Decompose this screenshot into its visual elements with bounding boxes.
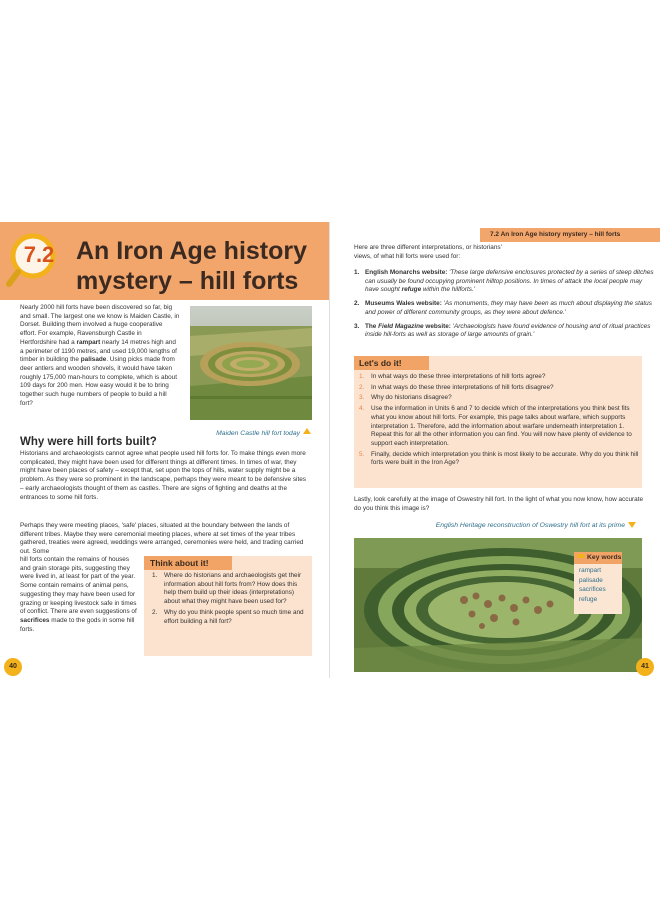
key-icon xyxy=(577,554,585,558)
list-item: 1. Where do historians and archaeologists get their information about hill forts from? How does this help them build up their ideas (interpretations) about what they might have been used for? xyxy=(152,572,302,606)
maiden-castle-photo xyxy=(190,306,312,420)
list-item: 2. In what ways do these three interpretations of hill forts disagree? xyxy=(359,383,554,391)
page-number: 40 xyxy=(4,658,22,676)
list-item: 3. Why do historians disagree? xyxy=(359,394,452,402)
key-word: palisade xyxy=(579,576,603,584)
lets-do-it-heading: Let's do it! xyxy=(354,356,429,370)
page-number: 41 xyxy=(636,658,654,676)
keyword-refuge: refuge xyxy=(401,286,422,294)
intro-paragraph: Nearly 2000 hill forts have been discovered so far, big and small. The largest one we know is Maiden Castle, in Dorset. Building them involved a huge cooperative effort. For example, Ravensburgh Castle in Hertfordshire had a rampart nearly 14 metres high and a perimeter of 1190 metres, and used 19,000 lengths of timber in building the palisade. Using picks made from deer antlers and wooden shovels, it would have taken roughly 175,000 man-hours to complete, which is about 109 days for 200 men. How easy would it be to bring together such huge numbers of people to build a hill fort? xyxy=(20,304,180,407)
unit-number: 7.2 xyxy=(23,242,55,267)
interpretation-item: 3. The Field Magazine website: 'Archaeologists have found evidence of housing and of ritual practices inside hill-forts as well as storage of large amounts of grain.' xyxy=(354,322,651,339)
lets-do-it-box xyxy=(354,356,642,488)
key-word: refuge xyxy=(579,595,598,603)
list-item: 5. Finally, decide which interpretation you think is most likely to be accurate. Why do you think hill forts were built in the Iron Age? xyxy=(359,450,639,467)
paragraph: Historians and archaeologists cannot agree what people used hill forts for. To make things even more complicated, they might have been used for different things at different times. In times of war, they might have been places of safety – except that, set upon the tops of hills, water supply might be a problem. As they were so prominent in the landscape, perhaps they were meant to be defensive sites – early archaeologists thought of them as castles. There are signs of fighting and deaths at the entrances to some hill forts. xyxy=(20,450,306,501)
key-word: sacrifices xyxy=(579,586,606,593)
right-page xyxy=(330,222,660,678)
interpretations-list xyxy=(354,269,654,345)
left-page xyxy=(0,222,330,678)
section-heading: Why were hill forts built? xyxy=(20,436,157,448)
keyword-sacrifices: sacrifices xyxy=(20,616,50,624)
caption-triangle-icon xyxy=(303,428,311,434)
intro-paragraph: Here are three different interpretations, or historians' views, of what hill forts were used for: xyxy=(354,244,502,260)
photo-caption: Maiden Castle hill fort today xyxy=(205,428,311,437)
caption-triangle-icon xyxy=(628,522,636,528)
think-about-it-box xyxy=(144,556,312,656)
interpretation-item: 1. English Monarchs website: 'These large defensive enclosures protected by a series of steep ditches can usually be found occupying prominent hilltop positions. In times of attack the local people may have sought refuge within the hillforts.' xyxy=(354,269,654,294)
keyword-palisade: palisade xyxy=(80,356,107,364)
image-caption: English Heritage reconstruction of Oswestry hill fort at its prime xyxy=(420,522,636,529)
running-header: 7.2 An Iron Age history mystery – hill forts xyxy=(480,228,660,242)
key-words-box xyxy=(574,552,622,614)
think-about-it-heading: Think about it! xyxy=(144,556,232,570)
paragraph: Lastly, look carefully at the image of Oswestry hill fort. In the light of what you now know, how accurate do you think this image is? xyxy=(354,496,644,512)
list-item: 1. In what ways do these three interpretations of hill forts agree? xyxy=(359,373,546,380)
list-item: 4. Use the information in Units 6 and 7 to decide which of the interpretations you think best fits what you know about hill forts. For example, this page talks about warfare, which supports interpretation 1. Therefore, add the information about warfare underneath interpretation 1. Repeat this for all the other information you can find. You will now have plenty of evidence to support each interpretation. xyxy=(359,405,632,447)
paragraph: Perhaps they were meeting places, 'safe' places, situated at the boundary between the lands of different tribes. Maybe they were ceremonial meeting places, where at set times of the year tribes gathered, treaties were agreed, weddings were arranged, ceremonies were held, and trading carried out. Some xyxy=(20,522,304,556)
list-item: 2. Why do you think people spent so much time and effort building a hill fort? xyxy=(152,608,304,625)
key-words-heading: Key words xyxy=(574,552,622,564)
paragraph: hill forts contain the remains of houses and grain storage pits, suggesting they were lived in, at least for part of the year. Some contain remains of animal pens, suggesting they may have been used for grazing or keeping livestock safe in times of conflict. There are even suggestions of sacrifices made to the gods in some hill forts. xyxy=(20,556,137,633)
page-title: An Iron Age history mystery – hill forts xyxy=(76,237,308,295)
key-word: rampart xyxy=(579,567,602,574)
interpretation-item: 2. Museums Wales website: 'As monuments, they may have been as much about displaying the status and power of different community groups, as they were about defence.' xyxy=(354,300,652,316)
unit-header xyxy=(0,222,330,300)
keyword-rampart: rampart xyxy=(76,338,101,346)
